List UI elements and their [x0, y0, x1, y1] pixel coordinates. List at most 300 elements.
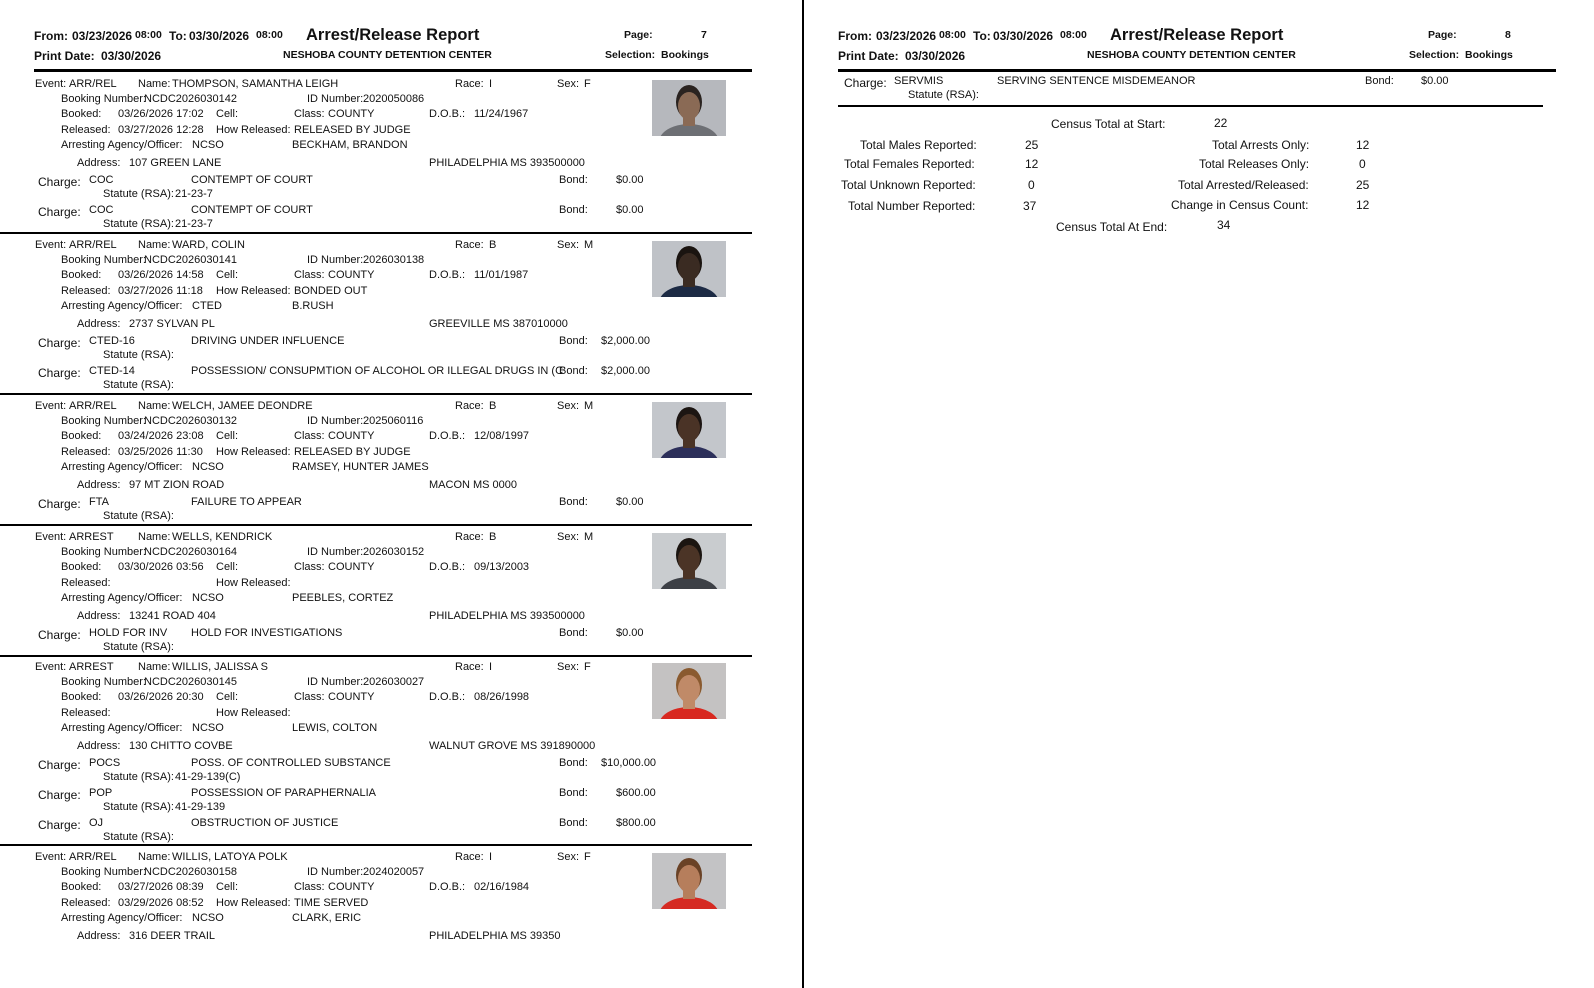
agency-label: Arresting Agency/Officer: [61, 461, 183, 473]
dob-label: D.O.B.: [429, 108, 466, 120]
charge-code: COC [89, 174, 114, 186]
booking-record [34, 76, 752, 235]
dob-value: 12/08/1997 [474, 430, 530, 442]
race-value: B [489, 531, 497, 543]
bond-amount: $0.00 [616, 627, 644, 639]
event-type: ARREST [69, 661, 114, 673]
header-rule [34, 69, 752, 72]
bond-label: Bond: [559, 174, 588, 186]
charge-code: CTED-16 [89, 335, 135, 347]
how-released-label: How Released: [216, 577, 291, 589]
statute-label: Statute (RSA): [103, 641, 174, 653]
unknown-label: Total Unknown Reported: [841, 178, 976, 192]
dob-label: D.O.B.: [429, 430, 466, 442]
agency-label: Arresting Agency/Officer: [61, 912, 183, 924]
released-label: Released: [61, 446, 111, 458]
mugshot-photo [652, 402, 726, 458]
booking-record [34, 398, 752, 527]
inmate-name: WILLIS, JALISSA S [172, 661, 268, 673]
mugshot-photo [652, 663, 726, 719]
event-label: Event: [35, 78, 67, 90]
mugshot-photo [652, 241, 726, 297]
selection-value: Bookings [661, 49, 709, 61]
charge-description: POSS. OF CONTROLLED SUBSTANCE [191, 757, 391, 769]
agency-label: Arresting Agency/Officer: [61, 722, 183, 734]
dob-value: 11/01/1987 [474, 269, 529, 281]
booking-number: NCDC2026030158 [144, 866, 237, 878]
sex-label: Sex: [557, 239, 580, 251]
header-rule [838, 69, 1556, 72]
address-city: PHILADELPHIA MS 39350 [429, 930, 561, 942]
released-label: Released: [61, 124, 111, 136]
bond-amount: $800.00 [616, 817, 656, 829]
officer-name: BECKHAM, BRANDON [292, 139, 408, 151]
record-separator-rule [0, 844, 752, 846]
event-label: Event: [35, 851, 67, 863]
how-released-value: RELEASED BY JUDGE [294, 124, 411, 136]
officer-name: LEWIS, COLTON [292, 722, 378, 734]
statute-value: 41-29-139 [175, 801, 226, 813]
sex-value: F [584, 78, 591, 90]
address-city: MACON MS 0000 [429, 479, 518, 491]
booked-datetime: 03/26/2026 17:02 [118, 108, 204, 120]
sex-value: F [584, 661, 591, 673]
selection-label: Selection: [1409, 49, 1460, 61]
charge-label: Charge: [38, 818, 81, 832]
id-number-label: ID Number: [307, 254, 364, 266]
officer-name: B.RUSH [292, 300, 334, 312]
bond-label: Bond: [559, 757, 588, 769]
how-released-label: How Released: [216, 446, 291, 458]
address-street: 97 MT ZION ROAD [129, 479, 225, 491]
from-date: 03/23/2026 [72, 29, 133, 43]
dob-label: D.O.B.: [429, 561, 466, 573]
females-value: 12 [1025, 157, 1039, 171]
booked-datetime: 03/26/2026 20:30 [118, 691, 204, 703]
to-date: 03/30/2026 [993, 29, 1054, 43]
race-label: Race: [455, 400, 484, 412]
address-street: 2737 SYLVAN PL [129, 318, 215, 330]
arrests-only-value: 12 [1356, 138, 1370, 152]
bond-amount: $0.00 [616, 174, 644, 186]
mugshot-photo [652, 853, 726, 909]
booking-record [34, 529, 752, 658]
report-page-8 [804, 0, 1594, 988]
booked-label: Booked: [61, 691, 102, 703]
statute-label: Statute (RSA): [103, 771, 174, 783]
sex-label: Sex: [557, 78, 580, 90]
releases-only-label: Total Releases Only: [1199, 157, 1310, 171]
booked-label: Booked: [61, 881, 102, 893]
charge-description: POSSESSION OF PARAPHERNALIA [191, 787, 377, 799]
bond-label: Bond: [559, 496, 588, 508]
bond-label: Bond: [559, 627, 588, 639]
address-city: GREEVILLE MS 387010000 [429, 318, 568, 330]
selection-label: Selection: [605, 49, 656, 61]
census-end-label: Census Total At End: [1056, 220, 1168, 234]
charge-label: Charge: [38, 175, 81, 189]
race-label: Race: [455, 661, 484, 673]
to-time: 08:00 [256, 29, 283, 41]
how-released-label: How Released: [216, 285, 291, 297]
bond-label: Bond: [559, 365, 588, 377]
how-released-value: RELEASED BY JUDGE [294, 446, 411, 458]
bond-label: Bond: [559, 335, 588, 347]
event-type: ARR/REL [69, 400, 117, 412]
booked-datetime: 03/24/2026 23:08 [118, 430, 204, 442]
statute-label: Statute (RSA): [103, 831, 174, 843]
released-datetime: 03/27/2026 11:18 [118, 285, 203, 297]
class-value: COUNTY [328, 881, 375, 893]
sex-label: Sex: [557, 851, 580, 863]
inmate-name: WELCH, JAMEE DEONDRE [172, 400, 313, 412]
from-date: 03/23/2026 [876, 29, 937, 43]
address-label: Address: [77, 318, 121, 330]
name-label: Name: [138, 851, 171, 863]
cell-label: Cell: [216, 691, 239, 703]
how-released-value: BONDED OUT [294, 285, 368, 297]
sex-value: M [584, 400, 594, 412]
charge-label: Charge: [38, 628, 81, 642]
statute-label: Statute (RSA): [103, 349, 174, 361]
statute-label: Statute (RSA): [103, 188, 174, 200]
booking-number: NCDC2026030145 [144, 676, 237, 688]
to-time: 08:00 [1060, 29, 1087, 41]
cell-label: Cell: [216, 881, 239, 893]
address-label: Address: [77, 157, 121, 169]
inmate-name: WILLIS, LATOYA POLK [172, 851, 288, 863]
sex-label: Sex: [557, 531, 580, 543]
sex-value: F [584, 851, 591, 863]
charge-description: CONTEMPT OF COURT [191, 204, 313, 216]
id-number: 2026030138 [363, 254, 425, 266]
officer-name: CLARK, ERIC [292, 912, 362, 924]
selection-value: Bookings [1465, 49, 1513, 61]
dob-label: D.O.B.: [429, 881, 466, 893]
booking-number-label: Booking Number: [61, 254, 146, 266]
booking-record [34, 237, 752, 396]
booking-number: NCDC2026030164 [144, 546, 237, 558]
race-value: B [489, 400, 497, 412]
charge-description: HOLD FOR INVESTIGATIONS [191, 627, 343, 639]
page-number: 7 [701, 29, 707, 41]
cell-label: Cell: [216, 108, 239, 120]
released-label: Released: [61, 707, 111, 719]
how-released-value: TIME SERVED [294, 897, 369, 909]
agency-label: Arresting Agency/Officer: [61, 592, 183, 604]
booking-number: NCDC2026030142 [144, 93, 237, 105]
id-number: 2025060116 [363, 415, 424, 427]
booking-number: NCDC2026030132 [144, 415, 237, 427]
unknown-value: 0 [1028, 178, 1035, 192]
class-value: COUNTY [328, 108, 375, 120]
race-value: I [489, 78, 493, 90]
address-street: 130 CHITTO COVBE [129, 740, 233, 752]
statute-label: Statute (RSA): [103, 510, 174, 522]
charge-label: Charge: [38, 788, 81, 802]
id-number-label: ID Number: [307, 866, 364, 878]
bond-label: Bond: [559, 787, 588, 799]
agency-value: NCSO [192, 912, 224, 924]
number-reported-value: 37 [1023, 199, 1037, 213]
class-label: Class: [294, 108, 325, 120]
arrested-released-label: Total Arrested/Released: [1178, 178, 1309, 192]
officer-name: PEEBLES, CORTEZ [292, 592, 394, 604]
inmate-name: WELLS, KENDRICK [172, 531, 273, 543]
charge-code: COC [89, 204, 114, 216]
race-value: I [489, 851, 493, 863]
print-date: 03/30/2026 [905, 49, 966, 63]
charge-label: Charge: [38, 336, 81, 350]
event-type: ARR/REL [69, 851, 117, 863]
statute-label: Statute (RSA): [103, 218, 174, 230]
bond-amount: $0.00 [616, 496, 644, 508]
id-number-label: ID Number: [307, 546, 364, 558]
name-label: Name: [138, 78, 171, 90]
census-end-value: 34 [1217, 218, 1231, 232]
bond-label: Bond: [1365, 75, 1394, 87]
cell-label: Cell: [216, 269, 239, 281]
address-city: PHILADELPHIA MS 393500000 [429, 157, 585, 169]
dob-label: D.O.B.: [429, 691, 466, 703]
booked-label: Booked: [61, 108, 102, 120]
released-label: Released: [61, 577, 111, 589]
charge-description: CONTEMPT OF COURT [191, 174, 313, 186]
report-title: Arrest/Release Report [1110, 26, 1284, 44]
releases-only-value: 0 [1359, 157, 1366, 171]
from-time: 08:00 [939, 29, 966, 41]
address-label: Address: [77, 930, 121, 942]
bond-label: Bond: [559, 817, 588, 829]
id-number: 2024020057 [363, 866, 425, 878]
booking-number-label: Booking Number: [61, 866, 146, 878]
charge-description: OBSTRUCTION OF JUSTICE [191, 817, 339, 829]
print-date: 03/30/2026 [101, 49, 162, 63]
booking-record [34, 849, 752, 949]
how-released-label: How Released: [216, 897, 291, 909]
sex-value: M [584, 531, 594, 543]
event-type: ARREST [69, 531, 114, 543]
race-label: Race: [455, 531, 484, 543]
id-number: 2020050086 [363, 93, 425, 105]
address-label: Address: [77, 610, 121, 622]
charge-code: POCS [89, 757, 121, 769]
charge-code: SERVMIS [894, 75, 944, 87]
sex-value: M [584, 239, 594, 251]
dob-value: 08/26/1998 [474, 691, 530, 703]
charge-rule [838, 105, 1543, 107]
sex-label: Sex: [557, 400, 580, 412]
census-start-value: 22 [1214, 116, 1228, 130]
address-label: Address: [77, 479, 121, 491]
released-datetime: 03/29/2026 08:52 [118, 897, 204, 909]
charge-code: OJ [89, 817, 104, 829]
page-label: Page: [1428, 29, 1457, 41]
booked-label: Booked: [61, 269, 102, 281]
charge-description: DRIVING UNDER INFLUENCE [191, 335, 345, 347]
booking-number-label: Booking Number: [61, 546, 146, 558]
dob-value: 09/13/2003 [474, 561, 530, 573]
statute-label: Statute (RSA): [103, 379, 174, 391]
record-separator-rule [0, 524, 752, 526]
booked-label: Booked: [61, 430, 102, 442]
race-label: Race: [455, 239, 484, 251]
class-value: COUNTY [328, 430, 375, 442]
inmate-name: THOMPSON, SAMANTHA LEIGH [172, 78, 339, 90]
bond-value: $0.00 [1421, 75, 1449, 87]
arrested-released-value: 25 [1356, 178, 1370, 192]
address-city: PHILADELPHIA MS 393500000 [429, 610, 585, 622]
class-value: COUNTY [328, 691, 375, 703]
statute-value: 41-29-139(C) [175, 771, 241, 783]
class-label: Class: [294, 430, 325, 442]
class-label: Class: [294, 269, 325, 281]
from-label: From: [838, 29, 872, 43]
event-type: ARR/REL [69, 239, 117, 251]
page-number: 8 [1505, 29, 1511, 41]
dob-value: 11/24/1967 [474, 108, 529, 120]
how-released-label: How Released: [216, 124, 291, 136]
address-street: 13241 ROAD 404 [129, 610, 216, 622]
race-value: I [489, 661, 493, 673]
to-label: To: [169, 29, 187, 43]
agency-value: NCSO [192, 722, 224, 734]
race-value: B [489, 239, 497, 251]
mugshot-photo [652, 80, 726, 136]
males-value: 25 [1025, 138, 1039, 152]
charge-code: POP [89, 787, 113, 799]
statute-value: 21-23-7 [175, 188, 213, 200]
event-label: Event: [35, 531, 67, 543]
event-type: ARR/REL [69, 78, 117, 90]
facility-name: NESHOBA COUNTY DETENTION CENTER [1087, 49, 1296, 61]
charge-label: Charge: [38, 366, 81, 380]
print-date-label: Print Date: [34, 49, 95, 63]
sex-label: Sex: [557, 661, 580, 673]
charge-code: CTED-14 [89, 365, 135, 377]
bond-amount: $2,000.00 [601, 365, 650, 377]
bond-amount: $10,000.00 [601, 757, 657, 769]
name-label: Name: [138, 239, 171, 251]
released-label: Released: [61, 897, 111, 909]
charge-code: FTA [89, 496, 109, 508]
mugshot-photo [652, 533, 726, 589]
id-number: 2026030027 [363, 676, 425, 688]
booking-number-label: Booking Number: [61, 93, 146, 105]
name-label: Name: [138, 531, 171, 543]
cell-label: Cell: [216, 561, 239, 573]
agency-value: NCSO [192, 139, 224, 151]
report-title: Arrest/Release Report [306, 26, 480, 44]
females-label: Total Females Reported: [844, 157, 975, 171]
booking-record [34, 659, 752, 847]
dob-label: D.O.B.: [429, 269, 466, 281]
id-number-label: ID Number: [307, 93, 364, 105]
class-value: COUNTY [328, 561, 375, 573]
how-released-label: How Released: [216, 707, 291, 719]
arrests-only-label: Total Arrests Only: [1212, 138, 1310, 152]
booked-datetime: 03/26/2026 14:58 [118, 269, 204, 281]
released-datetime: 03/27/2026 12:28 [118, 124, 204, 136]
charge-code: HOLD FOR INV [89, 627, 168, 639]
record-separator-rule [0, 393, 752, 395]
to-label: To: [973, 29, 991, 43]
charge-description: SERVING SENTENCE MISDEMEANOR [997, 75, 1196, 87]
id-number-label: ID Number: [307, 676, 364, 688]
race-label: Race: [455, 78, 484, 90]
name-label: Name: [138, 661, 171, 673]
agency-value: NCSO [192, 592, 224, 604]
to-date: 03/30/2026 [189, 29, 250, 43]
page-label: Page: [624, 29, 653, 41]
from-time: 08:00 [135, 29, 162, 41]
event-label: Event: [35, 661, 67, 673]
bond-amount: $600.00 [616, 787, 656, 799]
released-label: Released: [61, 285, 111, 297]
charge-label: Charge: [38, 758, 81, 772]
charge-label: Charge: [844, 76, 887, 90]
record-separator-rule [0, 655, 752, 657]
facility-name: NESHOBA COUNTY DETENTION CENTER [283, 49, 492, 61]
print-date-label: Print Date: [838, 49, 899, 63]
agency-label: Arresting Agency/Officer: [61, 300, 183, 312]
class-label: Class: [294, 691, 325, 703]
booking-number: NCDC2026030141 [144, 254, 237, 266]
address-street: 316 DEER TRAIL [129, 930, 216, 942]
booked-datetime: 03/30/2026 03:56 [118, 561, 204, 573]
event-label: Event: [35, 400, 67, 412]
booking-number-label: Booking Number: [61, 415, 146, 427]
released-datetime: 03/25/2026 11:30 [118, 446, 203, 458]
census-change-value: 12 [1356, 198, 1370, 212]
cell-label: Cell: [216, 430, 239, 442]
agency-label: Arresting Agency/Officer: [61, 139, 183, 151]
race-label: Race: [455, 851, 484, 863]
bond-amount: $2,000.00 [601, 335, 650, 347]
officer-name: RAMSEY, HUNTER JAMES [292, 461, 429, 473]
charge-label: Charge: [38, 205, 81, 219]
census-start-label: Census Total at Start: [1051, 117, 1166, 131]
from-label: From: [34, 29, 68, 43]
dob-value: 02/16/1984 [474, 881, 530, 893]
id-number-label: ID Number: [307, 415, 364, 427]
males-label: Total Males Reported: [860, 138, 977, 152]
bond-amount: $0.00 [616, 204, 644, 216]
class-label: Class: [294, 881, 325, 893]
address-label: Address: [77, 740, 121, 752]
class-label: Class: [294, 561, 325, 573]
class-value: COUNTY [328, 269, 375, 281]
statute-label: Statute (RSA): [103, 801, 174, 813]
booked-label: Booked: [61, 561, 102, 573]
name-label: Name: [138, 400, 171, 412]
statute-label: Statute (RSA): [908, 89, 979, 101]
statute-value: 21-23-7 [175, 218, 213, 230]
agency-value: NCSO [192, 461, 224, 473]
booking-number-label: Booking Number: [61, 676, 146, 688]
address-street: 107 GREEN LANE [129, 157, 222, 169]
charge-label: Charge: [38, 497, 81, 511]
bond-label: Bond: [559, 204, 588, 216]
id-number: 2026030152 [363, 546, 425, 558]
agency-value: CTED [192, 300, 222, 312]
charge-description: POSSESSION/ CONSUPMTION OF ALCOHOL OR ILLEGAL DRUGS IN (C [191, 365, 564, 377]
address-city: WALNUT GROVE MS 391890000 [429, 740, 596, 752]
number-reported-label: Total Number Reported: [848, 199, 976, 213]
census-change-label: Change in Census Count: [1171, 198, 1309, 212]
record-separator-rule [0, 232, 752, 234]
inmate-name: WARD, COLIN [172, 239, 245, 251]
